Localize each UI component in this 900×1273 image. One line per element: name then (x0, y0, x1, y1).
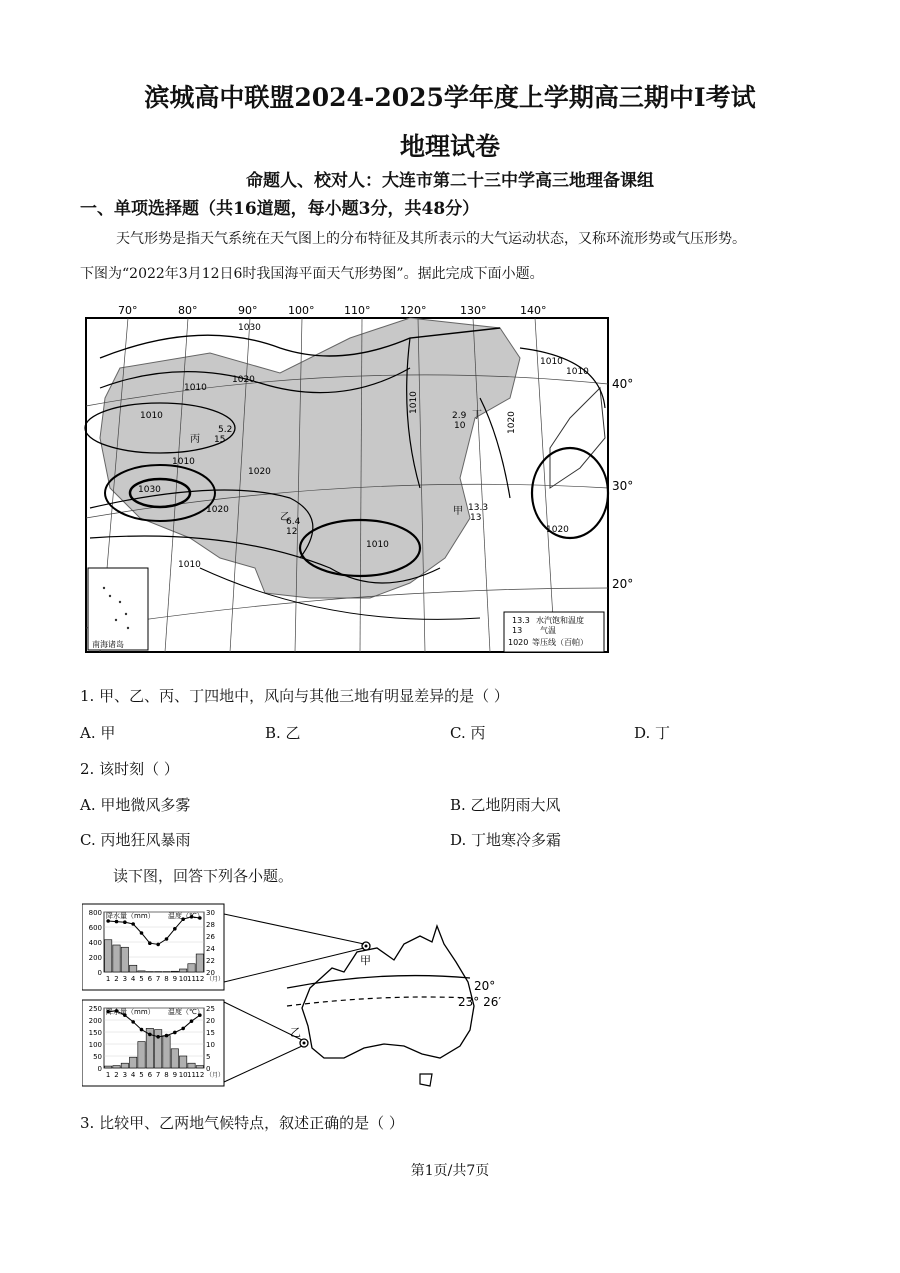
authors-line: 命题人、校对人：大连市第二十三中学高三地理备课组 (246, 171, 654, 191)
legend-isobar-label: 等压线（百帕） (532, 638, 588, 647)
temp-point (148, 941, 152, 945)
month-label: 5 (139, 1071, 144, 1079)
isobar-label: 1010 (566, 367, 589, 377)
lat-label: 20° (612, 577, 634, 591)
month-label: 4 (130, 975, 136, 983)
month-label: 12 (195, 1071, 205, 1079)
exam-title: 滨城高中联盟2024-2025学年度上学期高三期中Ⅰ考试 (144, 83, 756, 112)
y2-tick-label: 28 (206, 921, 215, 929)
lon-label: 110° (344, 304, 371, 317)
location-jia-label: 甲 (360, 954, 371, 967)
month-label: 9 (172, 975, 178, 983)
month-label: 11 (187, 1071, 196, 1079)
y2-axis-label: 温度（℃） (168, 912, 204, 920)
intro-line-1: 天气形势是指天气系统在天气图上的分布特征及其所表示的大气运动状态，又称环流形势或气压形势。 (116, 231, 746, 247)
precip-bar (196, 954, 203, 972)
y2-tick-label: 5 (206, 1053, 211, 1061)
y1-tick-label: 100 (88, 1041, 102, 1049)
isobar-label: 1010 (184, 383, 207, 393)
y1-tick-label: 800 (88, 909, 102, 917)
y1-axis-label: 降水量（mm） (106, 1008, 155, 1016)
precip-bar (105, 940, 112, 972)
precip-bar (130, 965, 137, 972)
precip-bar (188, 1063, 195, 1068)
month-label: 2 (114, 1071, 119, 1079)
lat-label: 40° (612, 377, 634, 391)
month-label: 6 (147, 975, 153, 983)
temp-point (140, 931, 144, 935)
precip-bar (113, 1066, 120, 1068)
month-label: 10 (178, 1071, 188, 1079)
pointer-line-jia (224, 914, 364, 944)
temp-point (165, 1034, 169, 1038)
month-label: 7 (155, 1071, 161, 1079)
month-label: 5 (139, 975, 144, 983)
precip-bar (113, 945, 120, 972)
pointer-line-yi (224, 1046, 302, 1082)
temp-point (156, 943, 160, 947)
temp-point (165, 937, 169, 941)
climate-figure (82, 898, 562, 1094)
q1-option-a[interactable]: A. 甲 (80, 724, 116, 742)
station-ding-temp: 10 (454, 421, 466, 431)
station-jia-label: 甲 (453, 506, 463, 517)
q2-option-a[interactable]: A. 甲地微风多雾 (80, 796, 191, 814)
y2-tick-label: 0 (206, 1065, 211, 1073)
precip-bar (138, 971, 145, 972)
month-label: 8 (164, 1071, 169, 1079)
lon-label: 140° (520, 304, 547, 317)
lon-label: 80° (178, 304, 198, 317)
month-label: 9 (172, 1071, 178, 1079)
inset-label: 南海诸岛 (92, 640, 124, 649)
y1-tick-label: 0 (97, 969, 102, 977)
month-label: 11 (187, 975, 196, 983)
australia-outline (302, 926, 474, 1058)
legend-isobar-value: 1020 (508, 638, 529, 647)
y2-tick-label: 26 (206, 933, 215, 941)
y2-tick-label: 22 (206, 957, 215, 965)
legend-dew-value: 13.3 (512, 616, 530, 625)
q1-option-d[interactable]: D. 丁 (634, 724, 671, 742)
temp-point (148, 1033, 152, 1037)
lon-label: 130° (460, 304, 487, 317)
latitude-20-label: 20° (474, 979, 496, 993)
y2-tick-label: 25 (206, 1005, 215, 1013)
y2-tick-label: 10 (206, 1041, 215, 1049)
station-jia-dew: 13.3 (468, 503, 489, 513)
precip-bar (180, 969, 187, 972)
isobar-label: 1010 (540, 357, 563, 367)
tropic-label: 23° 26′ (458, 995, 502, 1009)
legend-dew-label: 水汽饱和温度 (536, 616, 584, 625)
precip-bar (138, 1042, 145, 1068)
station-jia-temp: 13 (470, 513, 482, 523)
y2-axis-label: 温度（℃） (168, 1008, 204, 1016)
isobar-label: 1020 (206, 505, 229, 515)
q2-option-c[interactable]: C. 丙地狂风暴雨 (80, 831, 191, 849)
lat-labels (612, 377, 633, 591)
temp-point (173, 927, 177, 931)
y2-tick-label: 20 (206, 1017, 215, 1025)
question-3: 3. 比较甲、乙两地气候特点，叙述正确的是（ ） (80, 1114, 404, 1132)
precip-bar (105, 1066, 112, 1068)
y2-tick-label: 24 (206, 945, 215, 953)
lon-label: 70° (118, 304, 138, 317)
isobar-label: 1010 (366, 540, 389, 550)
y1-tick-label: 400 (88, 939, 102, 947)
temp-point (173, 1031, 177, 1035)
isobar-label: 1010 (409, 391, 419, 414)
y2-tick-label: 15 (206, 1029, 215, 1037)
y1-tick-label: 600 (88, 924, 102, 932)
south-china-sea-inset (88, 568, 148, 650)
station-bing-temp: 15 (214, 435, 226, 445)
isobar-label: 1020 (546, 525, 569, 535)
tasmania-outline (420, 1074, 432, 1086)
station-yi-label: 乙 (280, 512, 290, 523)
x-axis-label: （月） (206, 976, 225, 983)
month-label: 12 (195, 975, 205, 983)
intro-2: 读下图，回答下列各小题。 (113, 867, 294, 885)
location-yi-label: 乙 (290, 1026, 301, 1039)
weather-map (80, 298, 640, 658)
month-label: 2 (114, 975, 119, 983)
month-label: 3 (122, 975, 128, 983)
month-label: 10 (178, 975, 188, 983)
temp-point (156, 1035, 160, 1039)
legend-temp-value: 13 (512, 626, 523, 635)
precip-bar (196, 1066, 203, 1068)
page-footer: 第1页/共7页 (410, 1163, 490, 1179)
precip-bar (121, 947, 128, 972)
precip-bar (180, 1056, 187, 1068)
month-label: 7 (155, 975, 161, 983)
temp-point (131, 1020, 135, 1024)
lon-label: 100° (288, 304, 315, 317)
question-1: 1. 甲、乙、丙、丁四地中，风向与其他三地有明显差异的是（ ） (80, 687, 509, 705)
temp-point (115, 920, 119, 924)
section-heading: 一、单项选择题（共16道题，每小题3分，共48分） (80, 199, 480, 219)
precip-bar (163, 1036, 170, 1068)
intro-line-2: 下图为“2022年3月12日6时我国海平面天气形势图”。据此完成下面小题。 (80, 266, 544, 282)
lon-labels (118, 304, 547, 317)
x-axis-label: （月） (206, 1072, 225, 1079)
temp-point (131, 922, 135, 926)
pointer-line-yi (224, 1002, 302, 1040)
precip-bar (171, 971, 178, 972)
y1-tick-label: 200 (88, 1017, 102, 1025)
climate-chart-jia (82, 904, 224, 990)
y2-tick-label: 20 (206, 969, 215, 977)
precip-bar (188, 964, 195, 972)
isobar-label: 1030 (238, 323, 261, 333)
y1-axis-label: 降水量（mm） (106, 912, 155, 920)
isobar-label: 1010 (172, 457, 195, 467)
subject-title: 地理试卷 (399, 132, 500, 161)
station-bing-dew: 5.2 (218, 425, 233, 435)
climate-chart-yi (82, 1000, 224, 1086)
legend-temp-label: 气温 (540, 626, 556, 635)
q1-option-b[interactable]: B. 乙 (265, 724, 301, 742)
isobar-label: 1020 (232, 375, 255, 385)
station-yi-dew: 6.4 (286, 517, 301, 527)
station-ding-dew: 2.9 (452, 411, 467, 421)
lon-label: 90° (238, 304, 258, 317)
isobar-label: 1020 (248, 467, 271, 477)
station-yi-temp: 12 (286, 527, 298, 537)
y1-tick-label: 150 (88, 1029, 102, 1037)
isobar-label: 1020 (507, 411, 517, 434)
precip-bar (130, 1057, 137, 1068)
month-label: 8 (164, 975, 169, 983)
q2-option-b[interactable]: B. 乙地阴雨大风 (450, 796, 561, 814)
lat-label: 30° (612, 479, 634, 493)
temp-point (190, 1019, 194, 1023)
q1-option-c[interactable]: C. 丙 (450, 724, 486, 742)
y1-tick-label: 50 (93, 1053, 102, 1061)
month-label: 1 (105, 1071, 111, 1079)
isobar-label: 1030 (138, 485, 161, 495)
temp-point (181, 1027, 185, 1031)
temp-point (123, 920, 127, 924)
isobar-label: 1010 (140, 411, 163, 421)
y1-tick-label: 0 (97, 1065, 102, 1073)
month-label: 1 (105, 975, 111, 983)
y1-tick-label: 250 (88, 1005, 102, 1013)
station-bing-label: 丙 (190, 434, 200, 445)
y1-tick-label: 200 (88, 954, 102, 962)
question-2: 2. 该时刻（ ） (80, 760, 179, 778)
precip-bar (121, 1063, 128, 1068)
month-label: 6 (147, 1071, 153, 1079)
month-label: 4 (130, 1071, 136, 1079)
q2-option-d[interactable]: D. 丁地寒冷多霜 (450, 831, 562, 849)
month-label: 3 (122, 1071, 128, 1079)
station-ding-label: 丁 (472, 410, 482, 421)
lon-label: 120° (400, 304, 427, 317)
temp-point (140, 1028, 144, 1032)
isobar-label: 1010 (178, 560, 201, 570)
y2-tick-label: 30 (206, 909, 215, 917)
precip-bar (171, 1049, 178, 1068)
